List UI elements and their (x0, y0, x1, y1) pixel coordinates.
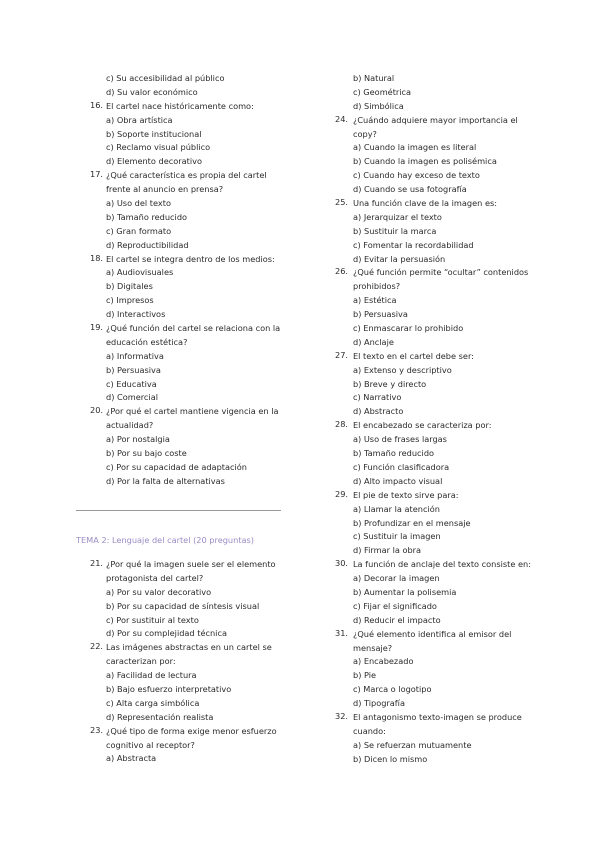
question-30 (333, 558, 529, 572)
option-text: c) Cuando hay exceso de texto (353, 170, 480, 181)
left-column-bottom (76, 558, 282, 766)
question-number: 23. (90, 724, 104, 735)
question-21 (76, 558, 282, 586)
option-text: a) Se refuerzan mutuamente (353, 739, 472, 750)
question-number: 20. (90, 405, 104, 416)
right-column (333, 72, 529, 767)
question-28 (333, 419, 529, 433)
option-text: a) Por nostalgia (106, 434, 170, 445)
option-text: c) Reclamo visual público (106, 142, 211, 153)
question-text: caracterizan por: (106, 656, 176, 667)
option-text: d) Cuando se usa fotografía (353, 184, 467, 195)
option-text: d) Evitar la persuasión (353, 253, 446, 264)
question-text: ¿Qué función permite “ocultar” contenidos (353, 267, 529, 278)
question-text: El pie de texto sirve para: (353, 489, 459, 500)
option-text: d) Simbólica (353, 100, 404, 111)
question-number: 31. (335, 627, 349, 638)
option-text: d) Su valor económico (106, 86, 198, 97)
question-number: 29. (335, 488, 349, 499)
option-text: b) Digitales (106, 281, 153, 292)
option-text: a) Uso del texto (106, 198, 171, 209)
option-text: b) Aumentar la polisemia (353, 586, 457, 597)
section-divider (76, 510, 281, 511)
option-text: d) Representación realista (106, 711, 214, 722)
question-29 (333, 489, 529, 503)
option-text: c) Marca o logotipo (353, 684, 432, 695)
question-number: 27. (335, 349, 349, 360)
option-text: b) Breve y directo (353, 378, 427, 389)
option-text: d) Por su complejidad técnica (106, 628, 227, 639)
question-text: ¿Qué característica es propia del cartel (106, 170, 267, 181)
question-32 (333, 711, 529, 739)
question-18 (76, 253, 282, 267)
option-text: b) Soporte institucional (106, 128, 202, 139)
option-text: b) Tamaño reducido (106, 211, 188, 222)
question-22 (76, 641, 282, 669)
option-text: c) Narrativo (353, 392, 402, 403)
option-text: b) Por su capacidad de síntesis visual (106, 600, 260, 611)
question-27 (333, 350, 529, 364)
question-text: Una función clave de la imagen es: (353, 198, 498, 209)
question-text: copy? (353, 128, 377, 139)
question-text: ¿Qué tipo de forma exige menor esfuerzo (106, 725, 277, 736)
option-text: c) Por su capacidad de adaptación (106, 461, 247, 472)
question-31 (333, 628, 529, 656)
question-text: actualidad? (106, 420, 154, 431)
option-text: a) Facilidad de lectura (106, 670, 197, 681)
question-26 (333, 266, 529, 294)
question-number: 32. (335, 710, 349, 721)
question-text: cuando: (353, 725, 386, 736)
question-text: ¿Cuándo adquiere mayor importancia el (353, 114, 518, 125)
question-19 (76, 322, 282, 350)
option-text: b) Bajo esfuerzo interpretativo (106, 684, 232, 695)
option-text: d) Reproductibilidad (106, 239, 189, 250)
option-text: a) Audiovisuales (106, 267, 174, 278)
option-text: a) Encabezado (353, 656, 414, 667)
question-text: ¿Qué elemento identifica al emisor del (353, 628, 512, 639)
option-text: b) Sustituir la marca (353, 225, 437, 236)
question-number: 30. (335, 558, 349, 569)
question-number: 21. (90, 558, 104, 568)
option-text: d) Por la falta de alternativas (106, 475, 225, 486)
question-number: 25. (335, 197, 349, 208)
option-text: c) Su accesibilidad al público (106, 73, 225, 83)
question-text: El antagonismo texto-imagen se produce (353, 711, 522, 722)
question-20 (76, 405, 282, 433)
question-text: ¿Qué función del cartel se relaciona con la (106, 323, 281, 334)
option-text: a) Obra artística (106, 114, 173, 125)
option-text: b) Tamaño reducido (353, 448, 435, 459)
question-text: ¿Por qué la imagen suele ser el elemento (106, 559, 276, 569)
option-text: c) Sustituir la imagen (353, 531, 441, 542)
question-24 (333, 114, 529, 142)
option-text: a) Por su valor decorativo (106, 586, 212, 597)
option-text: c) Enmascarar lo prohibido (353, 323, 464, 334)
question-text: protagonista del cartel? (106, 572, 204, 583)
option-text: b) Por su bajo coste (106, 448, 187, 459)
question-number: 28. (335, 419, 349, 430)
question-25 (333, 197, 529, 211)
question-text: El texto en el cartel debe ser: (353, 350, 474, 361)
option-text: b) Profundizar en el mensaje (353, 517, 471, 528)
option-text: c) Función clasificadora (353, 461, 450, 472)
option-text: a) Estética (353, 295, 397, 306)
option-text: d) Anclaje (353, 336, 394, 347)
option-text: a) Abstracta (106, 753, 157, 764)
option-text: b) Natural (353, 73, 395, 83)
question-text: El cartel nace históricamente como: (106, 100, 254, 111)
question-text: ¿Por qué el cartel mantiene vigencia en la (106, 406, 279, 417)
option-text: b) Pie (353, 670, 377, 681)
question-text: educación estética? (106, 336, 188, 347)
question-23 (76, 725, 282, 753)
option-text: c) Educativa (106, 378, 157, 389)
option-text: d) Comercial (106, 392, 158, 403)
option-text: d) Firmar la obra (353, 545, 422, 556)
question-text: frente al anuncio en prensa? (106, 184, 224, 195)
option-text: d) Reducir el impacto (353, 614, 441, 625)
question-number: 16. (90, 99, 104, 110)
left-column-top (76, 72, 282, 489)
option-text: c) Impresos (106, 295, 154, 306)
question-16 (76, 100, 282, 114)
option-text: d) Elemento decorativo (106, 156, 202, 167)
option-text: a) Jerarquizar el texto (353, 211, 442, 222)
question-text: La función de anclaje del texto consiste en: (353, 559, 531, 570)
question-text: El cartel se integra dentro de los medios: (106, 253, 275, 264)
option-text: c) Gran formato (106, 225, 172, 236)
question-17 (76, 169, 282, 197)
option-text: a) Decorar la imagen (353, 573, 440, 584)
option-text: b) Persuasiva (106, 364, 161, 375)
section-title: TEMA 2: Lenguaje del cartel (20 preguntas) (76, 535, 254, 545)
question-text: prohibidos? (353, 281, 401, 292)
option-text: c) Fomentar la recordabilidad (353, 239, 474, 250)
question-number: 19. (90, 322, 104, 333)
option-text: b) Persuasiva (353, 309, 408, 320)
question-number: 18. (90, 252, 104, 263)
question-text: mensaje? (353, 642, 393, 653)
question-number: 24. (335, 113, 349, 124)
option-text: a) Llamar la atención (353, 503, 440, 514)
option-text: a) Cuando la imagen es literal (353, 142, 477, 153)
option-text: c) Alta carga simbólica (106, 697, 200, 708)
question-number: 22. (90, 641, 104, 652)
option-text: c) Geométrica (353, 86, 412, 97)
question-text: Las imágenes abstractas en un cartel se (106, 642, 272, 653)
option-text: d) Interactivos (106, 309, 166, 320)
option-text: d) Alto impacto visual (353, 475, 443, 486)
option-text: c) Por sustituir al texto (106, 614, 199, 625)
question-text: cognitivo al receptor? (106, 739, 195, 750)
question-number: 26. (335, 266, 349, 277)
option-text: d) Abstracto (353, 406, 404, 417)
question-text: El encabezado se caracteriza por: (353, 420, 492, 431)
option-text: d) Tipografía (353, 698, 405, 709)
option-text: b) Cuando la imagen es polisémica (353, 156, 497, 167)
option-text: c) Fijar el significado (353, 600, 437, 611)
option-text: a) Uso de frases largas (353, 434, 447, 445)
option-text: a) Extenso y descriptivo (353, 364, 452, 375)
option-text: a) Informativa (106, 350, 164, 361)
question-number: 17. (90, 169, 104, 180)
option-text: b) Dicen lo mismo (353, 753, 428, 764)
